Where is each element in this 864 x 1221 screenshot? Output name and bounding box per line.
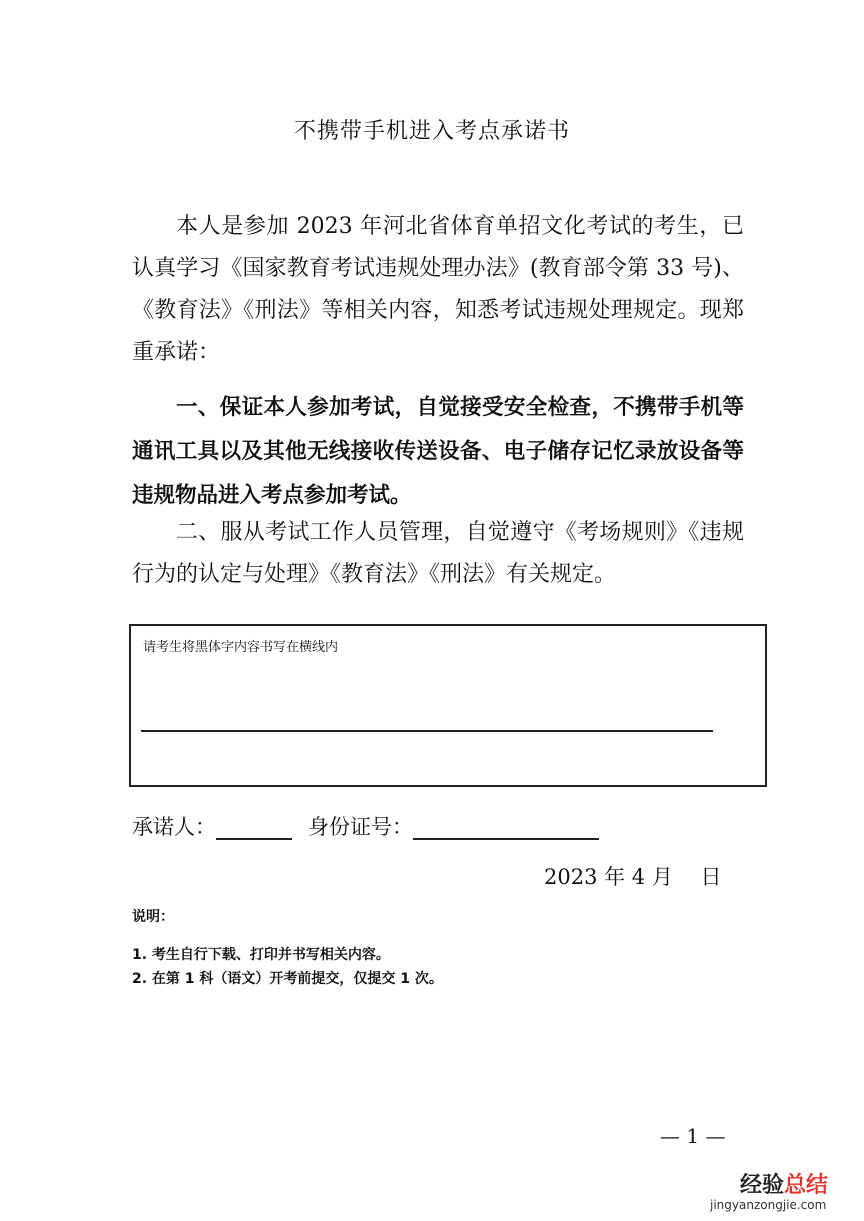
site-watermark bbox=[710, 1168, 850, 1216]
commitment-intro-paragraph: 本人是参加 2023 年河北省体育单招文化考试的考生，已认真学习《国家教育考试违规处理办法》(教育部令第 33 号)、《教育法》《刑法》等相关内容，知悉考试违规处理规定。现郑重承诺： bbox=[132, 214, 744, 365]
signing-date: 2023 年 4 月 日 bbox=[544, 865, 722, 889]
promisor-name-blank[interactable] bbox=[216, 812, 292, 840]
notes-label: 说明： bbox=[132, 909, 174, 925]
document-title: 不携带手机进入考点承诺书 bbox=[293, 119, 570, 144]
copy-box-hint: 请考生将黑体字内容书写在横线内 bbox=[143, 640, 339, 655]
handwriting-copy-box bbox=[129, 624, 767, 787]
commitment-rules-paragraph: 二、服从考试工作人员管理，自觉遵守《考场规则》《违规行为的认定与处理》《教育法》《刑法》有关规定。 bbox=[132, 520, 744, 587]
watermark-url: jingyanzongjie.com bbox=[710, 1198, 827, 1212]
watermark-text-accent: 总结 bbox=[784, 1173, 829, 1198]
watermark-logo-text bbox=[740, 1168, 828, 1199]
id-number-blank[interactable] bbox=[413, 812, 599, 840]
id-number-label: 身份证号： bbox=[308, 815, 413, 839]
signature-row bbox=[132, 812, 752, 842]
note-item: 2. 在第 1 科（语文）开考前提交，仅提交 1 次。 bbox=[132, 971, 443, 987]
watermark-text-plain: 经验 bbox=[740, 1173, 785, 1198]
note-item: 1. 考生自行下载、打印并书写相关内容。 bbox=[132, 947, 390, 963]
page-number: — 1 — bbox=[660, 1124, 726, 1148]
promisor-label: 承诺人： bbox=[132, 815, 216, 839]
handwriting-line bbox=[141, 730, 713, 732]
commitment-bold-paragraph: 一、保证本人参加考试，自觉接受安全检查，不携带手机等通讯工具以及其他无线接收传送设备、电子储存记忆录放设备等违规物品进入考点参加考试。 bbox=[132, 395, 744, 508]
